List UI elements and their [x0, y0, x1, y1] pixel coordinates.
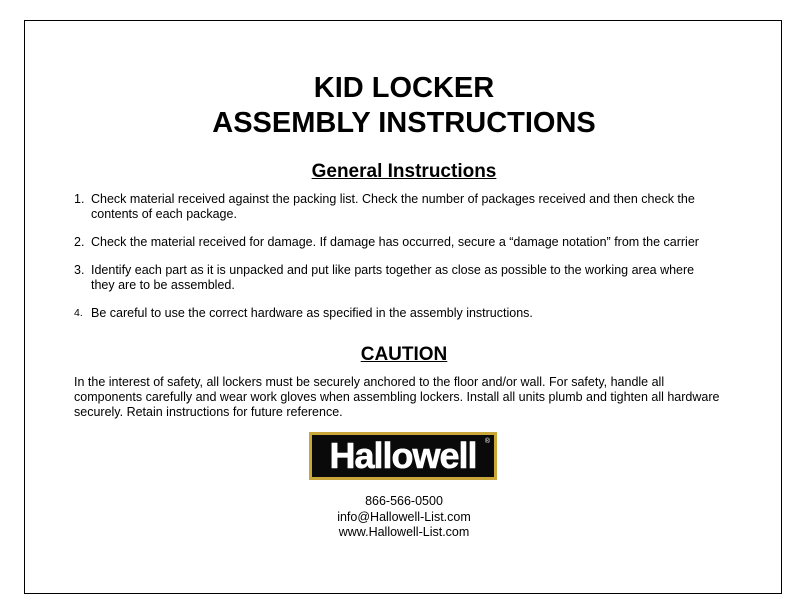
document-title-line-1: KID LOCKER — [313, 72, 495, 104]
instruction-number: 3. — [74, 263, 85, 277]
caution-heading: CAUTION — [360, 344, 448, 365]
logo-background — [312, 435, 494, 477]
registered-mark: ® — [484, 438, 490, 445]
caution-text: In the interest of safety, all lockers must be securely anchored to the floor and/or wall. For safety, handle all components carefully and wear work gloves when assembling lockers. Install all units plumb and tighten all hardware securely. Retain instructions for future reference. — [74, 375, 720, 419]
hallowell-logo — [309, 432, 497, 480]
contact-phone: 866-566-0500 — [365, 494, 443, 508]
instruction-item — [74, 235, 714, 250]
instruction-text: Check material received against the packing list. Check the number of packages received and then check the contents of each package. — [91, 192, 695, 221]
instruction-number: 1. — [74, 192, 85, 206]
general-instructions-heading: General Instructions — [311, 161, 497, 182]
instruction-item — [74, 263, 714, 293]
contact-email: info@Hallowell-List.com — [337, 510, 471, 524]
instruction-text: Be careful to use the correct hardware as specified in the assembly instructions. — [91, 306, 533, 320]
instruction-text: Check the material received for damage. If damage has occurred, secure a “damage notation” from the carrier — [91, 235, 699, 249]
document-title-line-2: ASSEMBLY INSTRUCTIONS — [212, 107, 596, 139]
contact-website: www.Hallowell-List.com — [338, 525, 470, 539]
instruction-number: 4. — [74, 307, 83, 319]
instruction-item — [74, 306, 714, 321]
instruction-text: Identify each part as it is unpacked and put like parts together as close as possible to the working area where they are to be assembled. — [91, 263, 695, 292]
instruction-number: 2. — [74, 235, 85, 249]
logo-wordmark: Hallowell — [329, 435, 477, 476]
instruction-item — [74, 192, 714, 222]
